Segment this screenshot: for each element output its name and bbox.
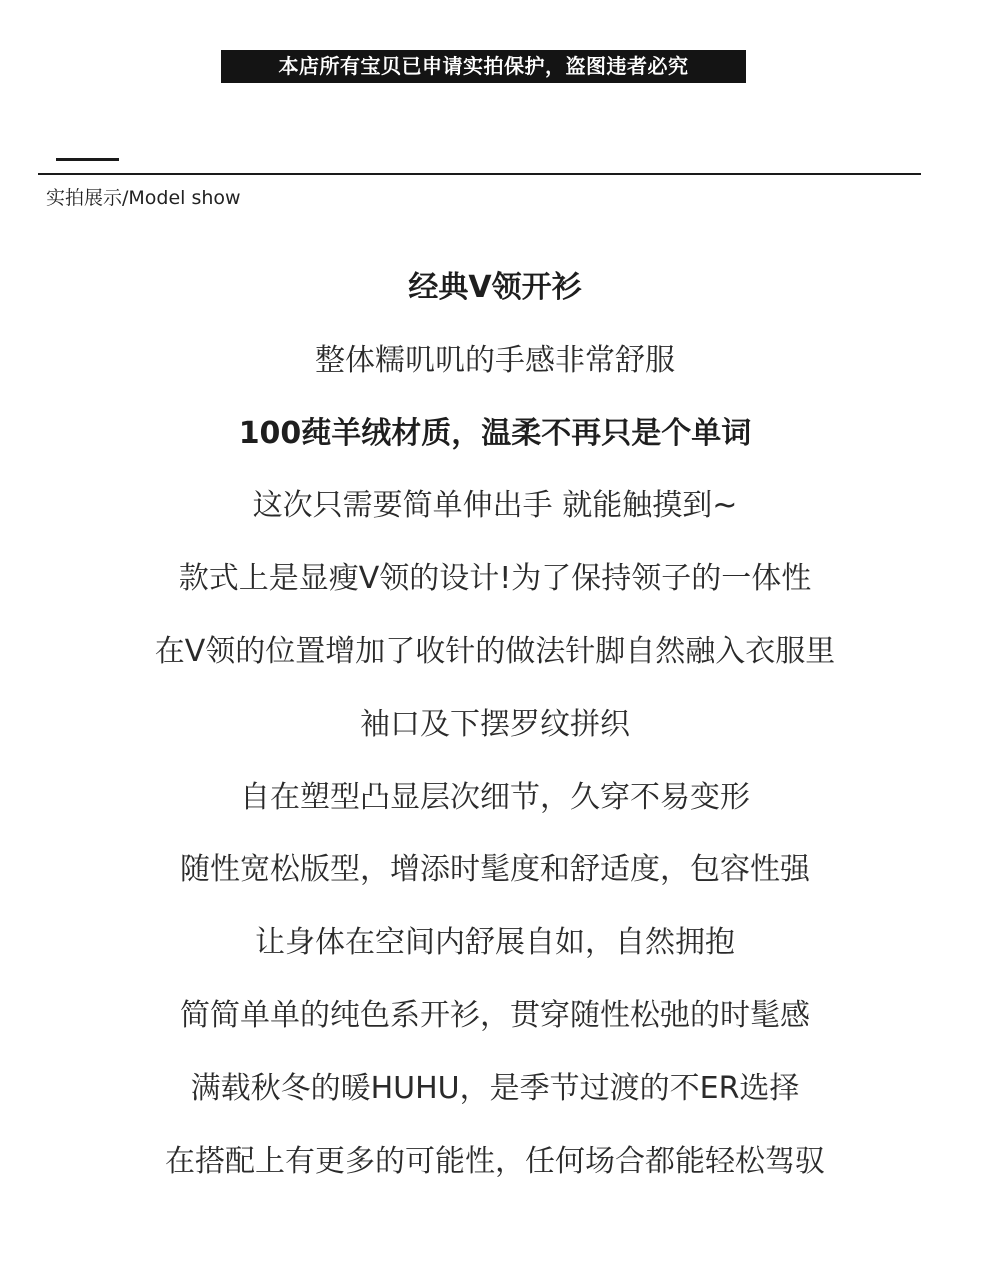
description-line: 100莼羊绒材质，温柔不再只是个单词 [238,416,752,451]
description-line: 随性宽松版型，增添时髦度和舒适度，包容性强 [180,852,810,887]
section-title: 实拍展示/Model show [46,187,241,209]
description-line: 袖口及下摆罗纹拼织 [360,707,630,742]
description-line: 简简单单的纯色系开衫，贯穿随性松弛的时髦感 [180,998,810,1033]
description-line: 让身体在空间内舒展自如，自然拥抱 [255,925,735,960]
description-line: 满载秋冬的暖HUHU，是季节过渡的不ER选择 [190,1071,800,1106]
description-line: 在V领的位置增加了收针的做法针脚自然融入衣服里 [154,634,836,669]
description-line: 在搭配上有更多的可能性，任何场合都能轻松驾驭 [165,1144,825,1179]
description-line: 整体糯叽叽的手感非常舒服 [315,343,675,378]
description-line: 这次只需要简单伸出手 就能触摸到~ [252,488,738,523]
copyright-notice-banner: 本店所有宝贝已申请实拍保护，盗图违者必究 [221,50,746,83]
description-line: 款式上是显瘦V领的设计!为了保持领子的一体性 [178,561,812,596]
description-line: 经典V领开衫 [408,270,582,305]
description-line: 自在塑型凸显层次细节，久穿不易变形 [240,780,750,815]
